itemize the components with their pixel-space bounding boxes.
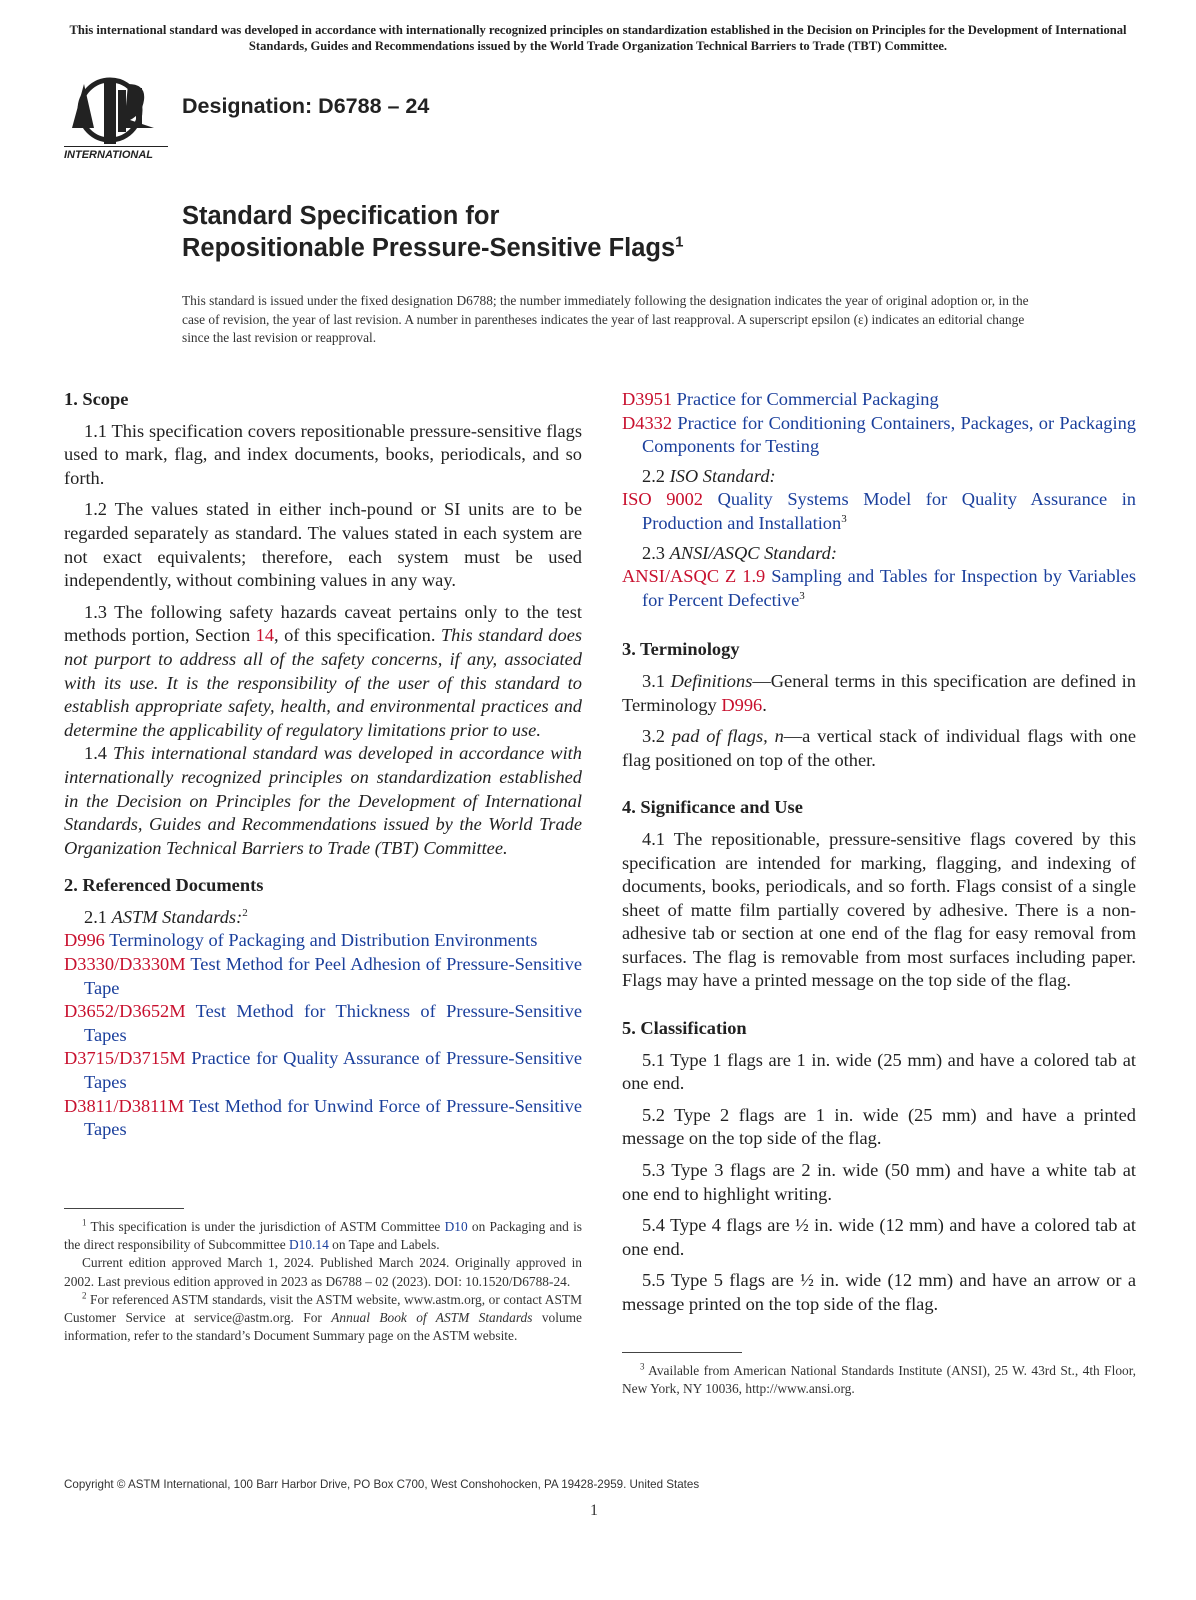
- section-terminology-heading: 3. Terminology: [622, 639, 740, 660]
- ref-iso-9002[interactable]: ISO 9002 Quality Systems Model for Quality Assurance in Production and Installation$^3$: [622, 489, 1136, 533]
- copyright-notice: Copyright © ASTM International, 100 Barr Harbor Drive, PO Box C700, West Conshohocken, PA 19428-2959. United States: [64, 1478, 700, 1491]
- astm-standards-subhead: 2.1 ASTM Standards:$^2$: [84, 906, 248, 927]
- section-refdocs-heading: 2. Referenced Documents: [64, 875, 264, 896]
- paragraph-1-3: 1.3 The following safety hazards caveat pertains only to the test methods portion, Section 14, of this specification. This standard does not purport to address all of the safety concerns, if any, associated with its use. It is the responsibility of the user of this standard to establish appropriate safety, health, and environmental practices and determine the applicability of regulatory limitations prior to use.: [64, 601, 583, 740]
- title-line-2: Repositionable Pressure-Sensitive Flags$^1$: [182, 233, 684, 262]
- ref-d4332[interactable]: D4332 Practice for Conditioning Containers, Packages, or Packaging Components for Testing: [622, 412, 1136, 457]
- right-column: [622, 388, 1136, 1325]
- astm-logo: [64, 70, 168, 166]
- ref-d3951[interactable]: D3951 Practice for Commercial Packaging: [622, 389, 939, 409]
- paragraph-5-2: 5.2 Type 2 flags are 1 in. wide (25 mm) and have a printed message on the top side of the flag.: [622, 1104, 1136, 1149]
- footnote-1: $^1$ This specification is under the jurisdiction of ASTM Committee D10 on Packaging and is the direct responsibility of Subcommittee D10.14 on Tape and Labels.: [64, 1217, 582, 1253]
- section-significance-heading: 4. Significance and Use: [622, 797, 803, 818]
- title-line-1: Standard Specification for: [182, 202, 500, 230]
- wto-notice: This international standard was developed in accordance with internationally recognized principles on standardization established in the Decision on Principles for the Development of International Standards, Guides and Recommendations issued by the World Trade Organization Technical Barriers to Trade (TBT) Committee.: [69, 23, 1127, 53]
- ref-ansi-z1-9[interactable]: ANSI/ASQC Z 1.9 Sampling and Tables for Inspection by Variables for Percent Defective$^3$: [622, 566, 1136, 610]
- paragraph-5-3: 5.3 Type 3 flags are 2 in. wide (50 mm) and have a white tab at one end to highlight writing.: [622, 1160, 1136, 1204]
- section-14-link[interactable]: 14: [255, 625, 275, 646]
- paragraph-4-1: 4.1 The repositionable, pressure-sensitive flags covered by this specification are intended for marking, flagging, and indexing of documents, books, periodicals, and so forth. Flags consist of a single sheet of matte film partially covered by adhesive. There is a non-adhesive tab or section at one end of the flag for easy removal from surfaces. The flag is removable from most surfaces including paper. Flags may have a printed message on the top side of the flag.: [622, 828, 1136, 991]
- section-scope-heading: 1. Scope: [64, 389, 129, 409]
- ref-d3811[interactable]: D3811/D3811M Test Method for Unwind Force of Pressure-Sensitive Tapes: [64, 1095, 582, 1140]
- page-number: 1: [590, 1502, 598, 1519]
- issuance-note: This standard is issued under the fixed designation D6788; the number immediately following the designation indicates the year of original adoption or, in the case of revision, the year of last revision. A number in parentheses indicates the year of last reapproval. A superscript epsilon (ε) indicates an editorial change since the last revision or reapproval.: [182, 293, 1029, 345]
- title-footnote-mark: 1: [675, 233, 684, 251]
- footnotes-left: [64, 1218, 582, 1345]
- paragraph-1-4: 1.4 This international standard was developed in accordance with internationally recognized principles on standardization established in the Decision on Principles for the Development of International Standards, Guides and Recommendations issued by the World Trade Organization Technical Barriers to Trade (TBT) Committee.: [64, 743, 582, 858]
- paragraph-3-2: 3.2 pad of flags, n—a vertical stack of individual flags with one flag positioned on top of the other.: [622, 726, 1136, 770]
- ref-d996[interactable]: D996 Terminology of Packaging and Distribution Environments: [64, 930, 538, 951]
- footnote-2: $^2$ For referenced ASTM standards, visit the ASTM website, www.astm.org, or contact ASTM Customer Service at service@astm.org. For Annual Book of ASTM Standards volume information, refer to the standard’s Document Summary page on the ASTM website.: [64, 1290, 583, 1344]
- paragraph-3-1: 3.1 Definitions—General terms in this specification are defined in Terminology D996.: [622, 670, 1136, 715]
- d996-link[interactable]: D996: [721, 694, 763, 715]
- ref-d3715[interactable]: D3715/D3715M Practice for Quality Assurance of Pressure-Sensitive Tapes: [64, 1048, 582, 1093]
- logo-label: INTERNATIONAL: [64, 146, 168, 161]
- ref-d3330[interactable]: D3330/D3330M Test Method for Peel Adhesion of Pressure-Sensitive Tape: [64, 954, 583, 998]
- footnote-rule-right: [622, 1352, 742, 1353]
- committee-d10-link[interactable]: D10: [444, 1219, 468, 1234]
- subcommittee-d10-14-link[interactable]: D10.14: [289, 1237, 329, 1253]
- paragraph-1-2: 1.2 The values stated in either inch-pound or SI units are to be regarded separately as standard. The values stated in each system are not exact equivalents; therefore, each system must be used independently, without combining values in any way.: [64, 499, 582, 591]
- footnote-rule-left: [64, 1208, 184, 1209]
- paragraph-5-4: 5.4 Type 4 flags are ½ in. wide (12 mm) and have a colored tab at one end.: [622, 1215, 1136, 1259]
- document-title: [182, 200, 684, 264]
- ansi-standard-subhead: 2.3 ANSI/ASQC Standard:: [642, 542, 837, 563]
- iso-standard-subhead: 2.2 ISO Standard:: [642, 465, 776, 486]
- paragraph-5-5: 5.5 Type 5 flags are ½ in. wide (12 mm) and have an arrow or a message printed on the top side of the flag.: [622, 1270, 1136, 1314]
- footnotes-right: [622, 1362, 1136, 1398]
- footnote-1-edition: Current edition approved March 1, 2024. Published March 2024. Originally approved in 2002. Last previous edition approved in 2023 as D6788 – 02 (2023). DOI: 10.1520/D6788-24.: [64, 1255, 582, 1289]
- ref-d3652[interactable]: D3652/D3652M Test Method for Thickness of Pressure-Sensitive Tapes: [64, 1001, 582, 1045]
- left-column: [64, 388, 582, 1142]
- paragraph-5-1: 5.1 Type 1 flags are 1 in. wide (25 mm) and have a colored tab at one end.: [622, 1049, 1136, 1094]
- section-classification-heading: 5. Classification: [622, 1018, 747, 1039]
- footnote-3: $^3$ Available from American National Standards Institute (ANSI), 25 W. 43rd St., 4th Floor, New York, NY 10036, http://www.ansi.org.: [622, 1361, 1136, 1397]
- designation: Designation: D6788 – 24: [182, 94, 430, 118]
- paragraph-1-1: 1.1 This specification covers repositionable pressure-sensitive flags used to mark, flag, and index documents, books, periodicals, and so forth.: [64, 420, 582, 488]
